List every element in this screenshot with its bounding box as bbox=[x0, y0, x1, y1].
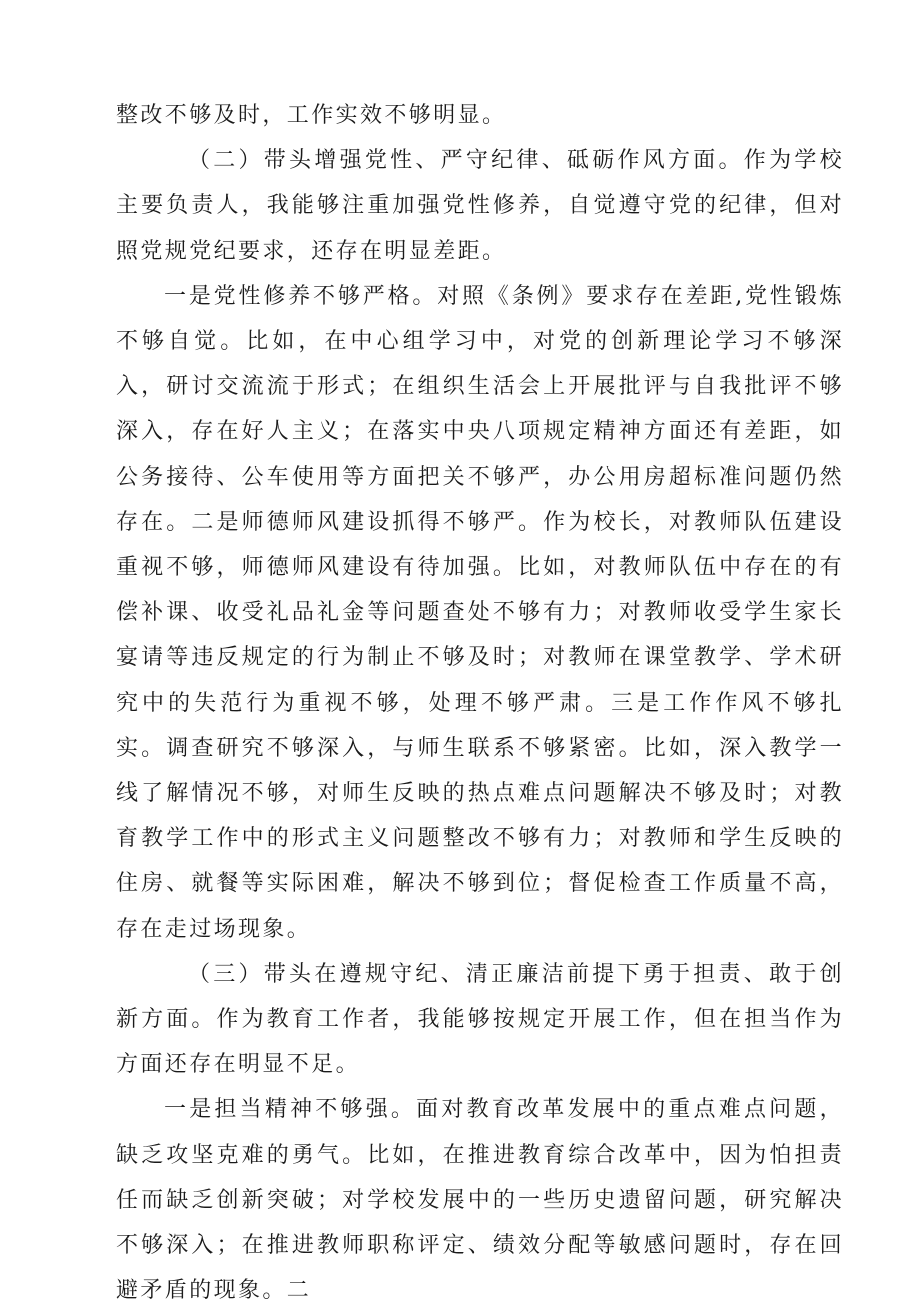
body-paragraph-2: 一是党性修养不够严格。对照《条例》要求存在差距,党性锻炼不够自觉。比如，在中心组学习中，对党的创新理论学习不够深入，研讨交流流于形式；在组织生活会上开展批评与自我批评不够深入，存在好人主义；在落实中央八项规定精神方面还有差距，如公务接待、公车使用等方面把关不够严，办公用房超标准问题仍然存在。二是师德师风建设抓得不够严。作为校长，对教师队伍建设重视不够，师德师风建设有待加强。比如，对教师队伍中存在的有偿补课、收受礼品礼金等问题查处不够有力；对教师收受学生家长宴请等违反规定的行为制止不够及时；对教师在课堂教学、学术研究中的失范行为重视不够，处理不够严肃。三是工作作风不够扎实。调查研究不够深入，与师生联系不够紧密。比如，深入教学一线了解情况不够，对师生反映的热点难点问题解决不够及时；对教育教学工作中的形式主义问题整改不够有力；对教师和学生反映的住房、就餐等实际困难，解决不够到位；督促检查工作质量不高，存在走过场现象。 bbox=[116, 283, 844, 942]
paragraph-continuation: 整改不够及时，工作实效不够明显。 bbox=[116, 103, 507, 128]
section-heading-paragraph-2: （二）带头增强党性、严守纪律、砥砺作风方面。作为学校主要负责人，我能够注重加强党性修养，自觉遵守党的纪律，但对照党规党纪要求，还存在明显差距。 bbox=[116, 148, 844, 264]
document-body bbox=[116, 93, 844, 1313]
section-heading-paragraph-3: （三）带头在遵规守纪、清正廉洁前提下勇于担责、敢于创新方面。作为教育工作者，我能够按规定开展工作，但在担当作为方面还存在明显不足。 bbox=[116, 961, 844, 1078]
body-paragraph-3: 一是担当精神不够强。面对教育改革发展中的重点难点问题，缺乏攻坚克难的勇气。比如，在推进教育综合改革中，因为怕担责任而缺乏创新突破；对学校发展中的一些历史遗留问题，研究解决不够深入；在推进教师职称评定、绩效分配等敏感问题时，存在回避矛盾的现象。二 bbox=[116, 1097, 844, 1304]
